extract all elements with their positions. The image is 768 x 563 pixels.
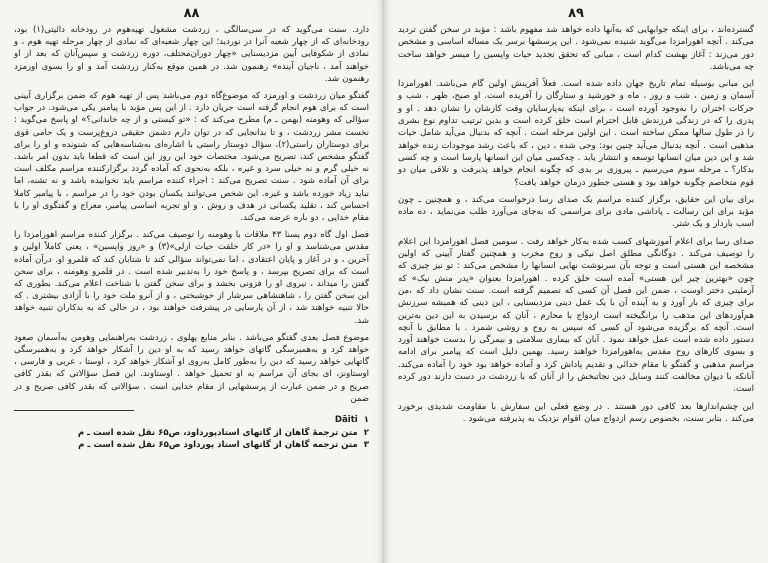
left-paragraph-1: دارد. سنت می‌گوید که در سی‌سالگی ، زردشت مشغول تهیه‌هوم در رودخانه دائیتی(۱) بود، رودخانه‌ای که از چهار شعبه آنرا در نوردید؛ این چهار شعبه‌ای که نمادی از چهار مرحله تهیه هوم ، و نمادی از شکوفایی آیین مزدیسنایی «چهار دوران‌مختلف، دوره زردشت و سپس‌آنان که بعد از او خواهند آمد ، ناجیان آینده» رهنمون شد. در همین موقع به‌کنار زردشت آمد و او را بسوی اورمزد رهنمون شد. <box>14 25 369 84</box>
right-paragraph-3: برای بیان این حقایق، برگزار کننده مراسم یک صدای رسا درخواست می‌کند ، و همچنین ـ چون مؤبد برای این رسالت ـ پاداشی مادی برای مراسمی که به‌جای می‌آورد طلب می‌نماید ، ده ماده اسب باردار و یک شتر. <box>398 194 754 230</box>
footnote-2-number: ۲ <box>363 427 369 438</box>
footnote-rule <box>14 410 134 411</box>
footnote-1-number: ۱ <box>363 415 369 426</box>
footnotes <box>14 414 369 452</box>
footnote-3 <box>14 439 369 452</box>
right-page <box>384 0 768 563</box>
footnote-1 <box>14 414 369 427</box>
left-page-number: ۸۸ <box>183 6 200 21</box>
left-page-body <box>14 24 369 405</box>
right-paragraph-1: گسترده‌اند ، برای اینکه جوابهایی که به‌آنها داده خواهد شد مفهوم باشد : مؤبد در سخن گفتن تردید می‌کند . آنچه اهورامزدا می‌گوید شنیده نمی‌شود . این پرسشها برسر یک مساله اساسی و مشخص دور می‌زند : آغاز بهشت کدام است ، مبانی که تحقق تجدید حیات واپسین را میسر خواهد ساخت چه می‌باشد. <box>398 25 754 72</box>
right-page-body <box>398 24 754 425</box>
footnote-2-text: متن ترجمهٔ گاهان از گاتهای استادپورداود، ص۶۵ نقل شده است ـ م <box>77 427 358 438</box>
left-paragraph-3: فصل اول گاه دوم یسنا ۴۳ ملاقات با وهومنه را توصیف می‌کند . برگزار کننده مراسم اهورامزدا را مقدس می‌شناسد و او را «در کار خلقت حیات ازلی»(۳) و «روز واپسین» ، یعنی کاملاً اولین و آخرین ، و در آغاز و پایان اعتقادی ، اما نمی‌تواند سؤالی کند تا شتابان کند که قلمرو او. درآن آماده است که برای تصریح بپرسد ، و پاسخ خود را به‌تدبیر شده است . در قلمرو وهومنه ، برای سخن گفتن را میداند ، نیروی او را فزونی بخشد و برای سخن گفتن با شناخت اعلام می‌کند. بطوری که این سخن گفتن را ، شاهنشاهی سرشار از خوشبختی ، و از آنرو ملت خود را با آزادی بیشتری . که حالا تنبیه خواهند شد ، از آن پارسایی در پیشرفت خواهند بود ، در حالی که به بدکاران تنبیه خواهد شد. <box>14 230 369 326</box>
footnote-3-text: متن ترجمه گاهان از گاتهای استاد پورداود ص۶۵ نقل شده است ـ م <box>78 440 358 451</box>
footnote-2 <box>14 427 369 440</box>
right-paragraph-5: این چشم‌اندازها بعد کافی دور هستند . در وضع فعلی این سفارش با مقاومت شدیدی برخورد می‌کند . بنابر سنت، بخصوص رسم ازدواج میان اقوام نزدیک به پذیرفته می‌شود . <box>398 401 754 424</box>
right-paragraph-4: صدای رسا برای اعلام آموزشهای کسب شده به‌کار خواهد رفت . سومین فصل اهورامزدا این اعلام را توصیف می‌کند . دوگانگی مطلق اصل نیکی و روح مخرب و همچنین گفتار آیینی که اولین مشخصه این هستی است و توجه بآن سرنوشت نهایی انسانها را مشخص می‌کند : تو نیز چیزی که چون «بهترین چیز این هستی» آمده است خلق کرده . اهورامزدا بعنوان «پدر منش نیک» که آرمئیتی دختر اوست ، ضمن این فصل آن کسی که تصمیم گرفته است. سنت نشان داد که ،من برای چیزی که بار آورد و به آینده آن با یک عمل دینی مزدیسنایی ، این دینی که همیشه سرزنش هم‌آوردهای این مذهب را برانگیخته است ازدواج با محارم ، آنان که برسیدن به این دین به‌ترین است. آنچه که برگزیده می‌شود آن کسی که سپس به روح و روشی شمرد . با مطابق با آنچه دستور داده شده است عمل خواهد نمود . آنان که بیماری سلامتی و بیمرگی را بدست خواهند آورد و بسوی کارهای روح مقدس به‌اهورامزدا خواهند رسید. بهمین دلیل است که پیامبر برای ادامه مراسم مذهبی و گفتگو با مقام خدائی و تقدیم پاداش کرد و آماده خواهد بود خود را آماده می‌کند. آنانکه با دیوان مخالفت کنند وسایل دین نجاتبخش را از آنان که با زردشت در دست دارند دور کرده است. <box>398 236 754 395</box>
right-page-number: ۸۹ <box>568 6 584 21</box>
right-paragraph-2: این مبانی بوسیله تمام تاریخ جهان داده شده است. فعلاً آفرینش اولین گام می‌باشد. اهورامزدا آسمان و زمین ، شب و روز ، ماه و خورشید و ستارگان را آفریده است. او صبح، ظهر ، شب و حرکات اختران را به‌وجود آورده است ، برای اینکه به‌پارسایان وقت کارشان را نشان دهد . او و پدری را که در زندگی فرزندش قابل احترام است خلق کرده است و بدین ترتیب تداوم نوع بشری را در طول سالها ممکن ساخته است . این اولین مرحله است . آنچه که بدنبال می‌آید شامل حیات مذهبی است . آنچه بدنبال می‌آید چنین بود: وحی شده ، دین ، که باعث رشد موجودات زنده خواهد شد و این دین میان انسانها توسعه و انتشار یابد . چه‌کسی میان این انسانها پارسا است و چه کسی بدکار؟ ـ مرحله سوم می‌رسیم ـ پیروزی بر بدی که چگونه انجام خواهد پذیرفت و تلاقی میان دو قوم متخاصم چگونه خواهد بود و هستی جطور درمان خواهد یافت؟ <box>398 79 754 188</box>
footnote-1-label: Dāiti <box>334 415 358 426</box>
left-paragraph-4: موضوع فصل بعدی گفتگو می‌باشد . بنابر منابع پهلوی ، زردشت به‌راهنمایی وهومن به‌آسمان صعود خواهد کرد و به‌همبرسگی گاتهای خواهد رسید که به او دین را آشکار خواهد کرد و به‌همبرسگی گاتهایی خواهد رسید که دین را به‌طور کامل به‌روی او آشکار خواهد کرد ، اوستا ، عربی و فارسی ، اوستاونز، ای بجای آن مراسم به او تحمیل خواهد . اوستا‌وند. این فصل سؤالاتی که بقدر کافی صریح و در ضمن عبارت از پرسشهایی از مقام خدایی است . سؤالاتی که بقدر کافی صریح و در ضمن <box>14 332 369 404</box>
left-paragraph-2: گفتگو میان زردشت و اورمزد که موضوع‌گاه دوم می‌باشد پس از تهیه هوم که ضمن برگزاری آیینی است که برای هوم انجام گرفته است جریان دارد . از این پس مؤبد با پیامبر یکی می‌شود. در جواب سؤالی که وهومنه (بهمن ـ م) مطرح می‌کند که : «تو کیستی و از چه خاندانی؟» او پاسخ می‌گوید : نخست مشر زردشت ، و تا بدانجایی که در توان دارم دشمن حقیقی دروغ‌پرست و یک حامی قوی برای دوستاران راستی(۲)، سؤال دوستار راستی با اشاره‌ای به‌شناسه‌هایی که شنونده و او را برای گفتگو مشخص کند، تصریح می‌شود. مختصات خود این روز این است که قطعا باید بدون امر باشد. نه خیلی گرم و نه خیلی سرد و غیره ، بلکه به‌نحوی که آماده گردد برگزارکننده مراسم مکلف است برای آن آماده شود . سنت تصریح می‌کند : اجراء کننده مراسم باید نخوابیده باشد و نه تشنه، اما نباید زیاد خورده باشد و غیره. این شخص می‌توانند یکسان بودن خود را در مراسم ، با پیامبر کاملا احساس کند ، تقلید یکسانی در هدف و روش ، و او تجربه اساسی پیامبر، معراج و گفتگوی او را با مقام خدایی ، دو باره عرضه می‌کند. <box>14 91 369 224</box>
footnote-3-number: ۳ <box>363 440 369 451</box>
